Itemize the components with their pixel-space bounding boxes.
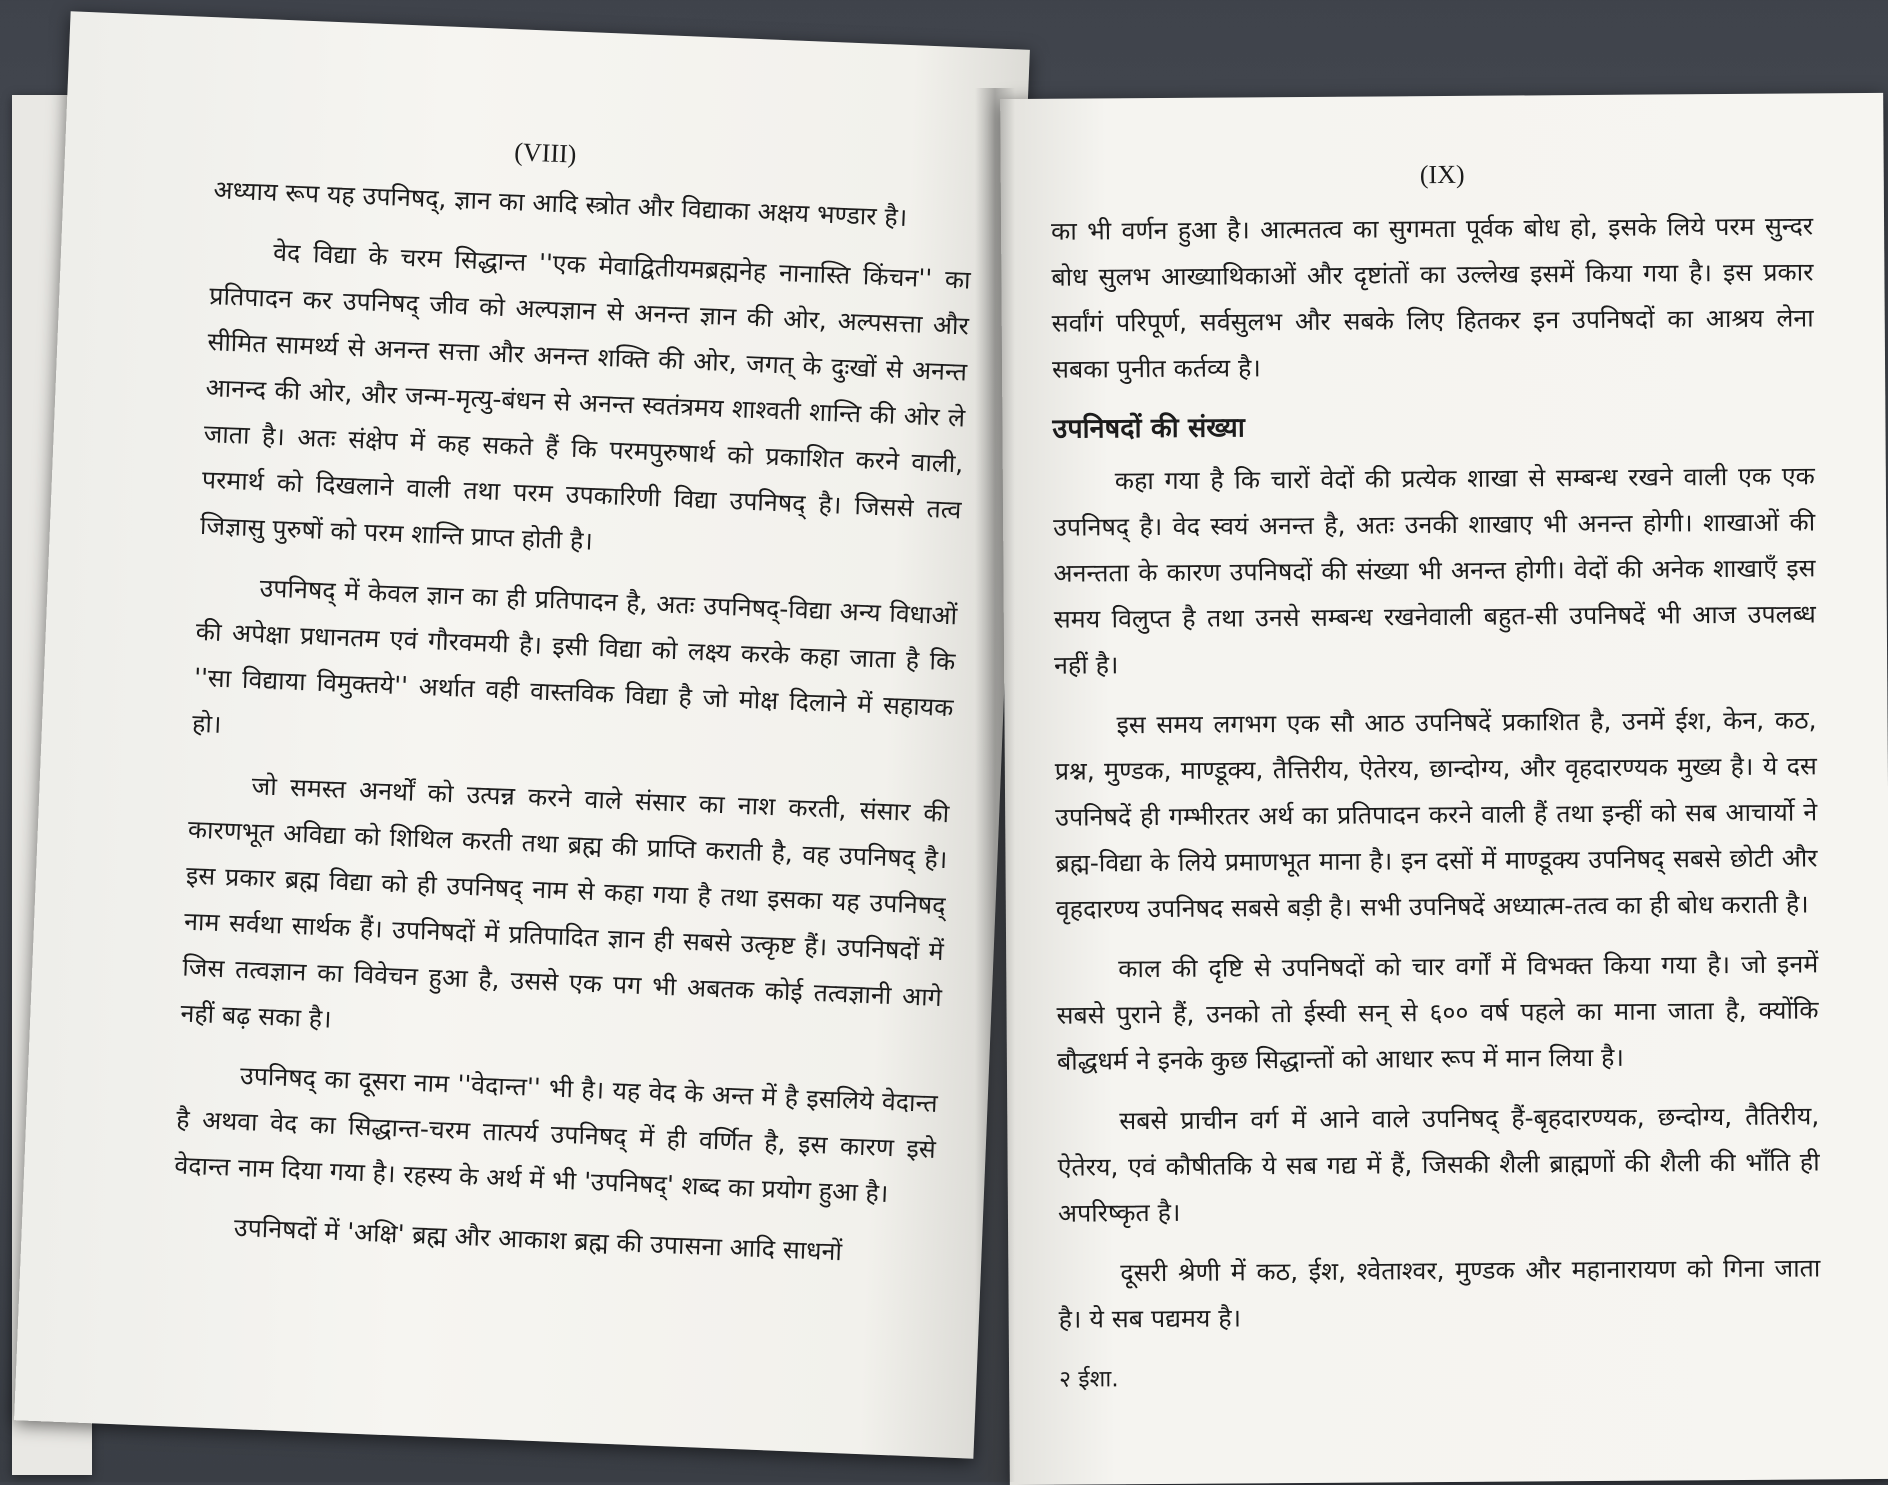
right-page [1000,93,1888,1485]
left-page-text [171,167,974,1293]
left-page-number: (VIII) [513,137,577,169]
right-paragraph-2: इस समय लगभग एक सौ आठ उपनिषदें प्रकाशित है, उनमें ईश, केन, कठ, प्रश्न, मुण्डक, माण्डूक्य, तैत्तिरीय, ऐतेरय, छान्दोग्य, और वृहदारण्यक मुख्य है। ये दस उपनिषदें ही गम्भीरतर अर्थ का प्रतिपादन करने वाली हैं तथा इन्हीं को सब आचार्यो ने ब्रह्म-विद्या के लिये प्रमाणभूत माना है। इन दसों में माण्डूक्य उपनिषद् सबसे छोटी और वृहदारण्य उपनिषद सबसे बड़ी है। सभी उपनिषदें अध्यात्म-तत्व का ही बोध कराती है। [1054,705,1818,924]
right-page-text [1051,203,1821,1402]
left-paragraph-2: वेद विद्या के चरम सिद्धान्त ''एक मेवाद्वितीयमब्रह्मनेह नानास्ति किंचन'' का प्रतिपादन कर उपनिषद् जीव को अल्पज्ञान से अनन्त ज्ञान की ओर, अल्पसत्ता और सीमित सामर्थ्य से अनन्त सत्ता और अनन्त शक्ति की ओर, जगत् के दुःखों से अनन्त आनन्द की ओर, और जन्म-मृत्यु-बंधन से अनन्त स्वतंत्रमय शाश्वती शान्ति की ओर ले जाता है। अतः संक्षेप में कह सकते हैं कि परमपुरुषार्थ को प्रकाशित करने वाली, परमार्थ को दिखलाने वाली तथा परम उपकारिणी विद्या उपनिषद् है। जिससे तत्व जिज्ञासु पुरुषों को परम शान्ति प्राप्त होती है। [199,237,972,556]
right-paragraph-4: सबसे प्राचीन वर्ग में आने वाले उपनिषद् हैं-बृहदारण्यक, छन्दोग्य, तैतिरीय, ऐतेरय, एवं कौषीतकि ये सब गद्य में हैं, जिसकी शैली ब्राह्मणों की शैली की भाँति ही अपरिष्कृत है। [1057,1101,1820,1228]
left-paragraph-5: उपनिषद् का दूसरा नाम ''वेदान्त'' भी है। यह वेद के अन्त में है इसलिये वेदान्त है अथवा वेद का सिद्धान्त-चरम तात्पर्य उपनिषद् में ही वर्णित है, इस कारण इसे वेदान्त नाम दिया गया है। रहस्य के अर्थ में भी 'उपनिषद्' शब्द का प्रयोग हुआ है। [173,1060,939,1209]
book-gutter [975,88,1015,1482]
left-paragraph-1: अध्याय रूप यह उपनिषद्, ज्ञान का आदि स्त्रोत और विद्याका अक्षय भण्डार है। [213,175,908,233]
right-paragraph-1: कहा गया है कि चारों वेदों की प्रत्येक शाखा से सम्बन्ध रखने वाली एक एक उपनिषद् है। वेद स्वयं अनन्त है, अतः उनकी शाखाए भी अनन्त होगी। शाखाओं की अनन्तता के कारण उपनिषदों की संख्या भी अनन्त होगी। वेदों की अनेक शाखाएँ इस समय विलुप्त है तथा उनसे सम्बन्ध रखनेवाली बहुत-सी उपनिषदें भी आज उपलब्ध नहीं है। [1053,461,1816,680]
section-heading: उपनिषदों की संख्या [1052,412,1245,445]
left-paragraph-3: उपनिषद् में केवल ज्ञान का ही प्रतिपादन है, अतः उपनिषद्-विद्या अन्य विधाओं की अपेक्षा प्रधानतम एवं गौरवमयी है। इसी विद्या को लक्ष्य करके कहा जाता है कि ''सा विद्याया विमुक्तये'' अर्थात वही वास्तविक विद्या है जो मोक्ष दिलाने में सहायक हो। [191,573,958,739]
right-paragraph-3: काल की दृष्टि से उपनिषदों को चार वर्गों में विभक्त किया गया है। जो इनमें सबसे पुराने हैं, उनको तो ईस्वी सन् से ६०० वर्ष पहले का माना जाता है, क्योंकि बौद्धधर्म ने इनके कुछ सिद्धान्तों को आधार रूप में मान लिया है। [1056,949,1819,1076]
left-page [14,11,1030,1458]
page-footer: २ ईशा. [1059,1366,1119,1393]
right-page-number: (IX) [1419,159,1465,190]
right-paragraph-5: दूसरी श्रेणी में कठ, ईश, श्वेताश्वर, मुण्डक और महानारायण को गिना जाता है। ये सब पद्यमय है। [1058,1253,1821,1334]
left-paragraph-6: उपनिषदों में 'अक्षि' ब्रह्म और आकाश ब्रह्म की उपासना आदि साधनों [233,1212,843,1267]
right-intro-paragraph: का भी वर्णन हुआ है। आत्मतत्व का सुगमता पूर्वक बोध हो, इसके लिये परम सुन्दर बोध सुलभ आख्याथिकाओं और दृष्टांतों का उल्लेख इसमें किया गया है। इस प्रकार सर्वांगं परिपूर्ण, सर्वसुलभ और सबके लिए हितकर इन उपनिषदों का आश्रय लेना सबका पुनीत कर्तव्य है। [1050,211,1814,384]
left-paragraph-4: जो समस्त अनर्थों को उत्पन्न करने वाले संसार का नाश करती, संसार की कारणभूत अविद्या को शिथिल करती तथा ब्रह्म की प्राप्ति कराती है, वह उपनिषद् है। इस प्रकार ब्रह्म विद्या को ही उपनिषद् नाम से कहा गया है तथा इसका यह उपनिषद् नाम सर्वथा सार्थक हैं। उपनिषदों में प्रतिपादित ज्ञान ही सबसे उत्कृष्ट हैं। उपनिषदों में जिस तत्वज्ञान का विवेचन हुआ है, उससे एक पग भी अबतक कोई तत्वज्ञानी आगे नहीं बढ़ सका है। [179,771,950,1034]
